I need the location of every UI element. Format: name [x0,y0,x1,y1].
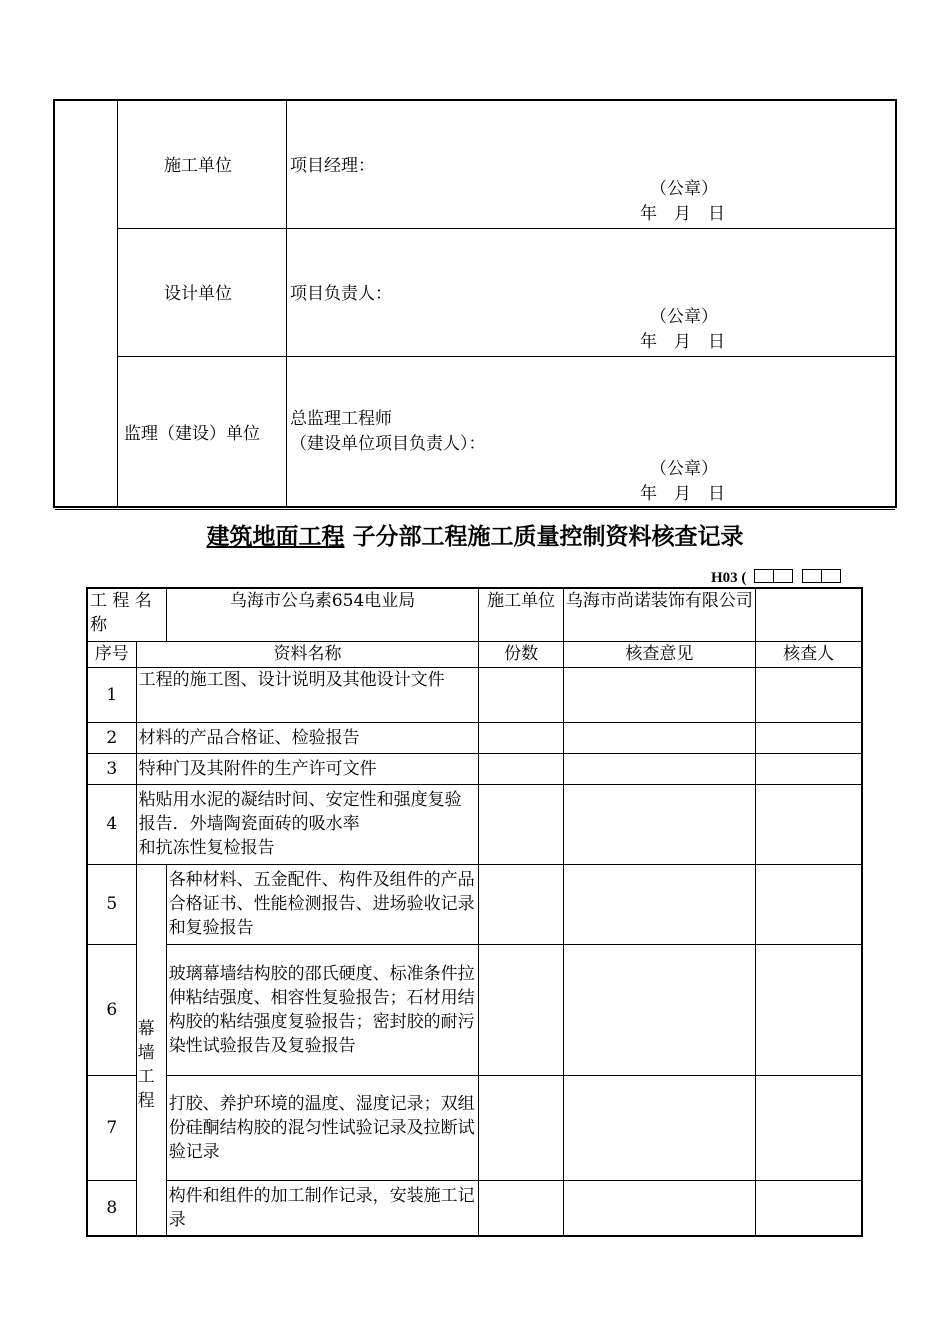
row-opinion [563,667,755,722]
seal-design: （公章） [650,307,718,327]
row-no: 5 [87,864,136,944]
row-copies [479,753,563,784]
row-checker [756,864,862,944]
table-row [87,864,862,944]
project-row [87,588,862,641]
row-opinion [563,1180,755,1236]
table-row [87,1075,862,1180]
page-title [0,522,950,552]
row-checker [756,1075,862,1180]
row-copies [479,1075,563,1180]
code-box-4 [821,569,841,583]
signer-label-construction: 项目经理： [290,156,375,176]
row-opinion [563,944,755,1075]
row-opinion [563,864,755,944]
col-header-opinion: 核查意见 [563,641,755,667]
unit-label-construction: 施工单位 [164,156,232,176]
date-supervision: 年 月 日 [640,484,725,504]
row-name: 打胶、养护环境的温度、湿度记录；双组 份硅酮结构胶的混匀性试验记录及拉断试验记录 [166,1075,479,1180]
date-design: 年 月 日 [640,332,725,352]
signer-label-design: 项目负责人： [290,284,392,304]
row-name: 各种材料、五金配件、构件及组件的产品合格证书、性能检测报告、进场验收记录和复验报告 [166,864,479,944]
table-row [87,1180,862,1236]
row-no: 2 [87,722,136,753]
column-header-row [87,641,862,667]
row-opinion [563,753,755,784]
row-checker [756,722,862,753]
row-opinion [563,722,755,753]
table-row [87,753,862,784]
row-name: 构件和组件的加工制作记录，安装施工记录 [166,1180,479,1236]
project-label: 工 程 名称 [87,588,166,641]
row-no: 7 [87,1075,136,1180]
row-name: 玻璃幕墙结构胶的邵氏硬度、标准条件拉伸粘结强度、相容性复验报告；石材用结构胶的粘结强度复验报告；密封胶的耐污染性试验报告及复验报告 [166,944,479,1075]
row-checker [756,944,862,1075]
row-no: 1 [87,667,136,722]
row-checker [756,784,862,864]
row-no: 8 [87,1180,136,1236]
row-name: 材料的产品合格证、检验报告 [136,722,479,753]
col-header-checker: 核查人 [756,641,862,667]
table-row [87,667,862,722]
seal-supervision: （公章） [650,459,718,479]
row-checker [756,753,862,784]
row-opinion [563,1075,755,1180]
row-copies [479,1180,563,1236]
group-label-curtain-wall: 幕墙工程 [136,864,166,1236]
row-copies [479,944,563,1075]
signer-sublabel-supervision: （建设单位项目负责人）： [290,434,486,454]
row-copies [479,784,563,864]
contractor-label: 施工单位 [479,588,563,641]
code-box-3 [802,569,822,583]
row-copies [479,667,563,722]
date-construction: 年 月 日 [640,204,725,224]
row-no: 6 [87,944,136,1075]
row-name: 特种门及其附件的生产许可文件 [136,753,479,784]
signer-label-supervision: 总监理工程师 [290,409,392,429]
table-row [87,722,862,753]
row-name: 工程的施工图、设计说明及其他设计文件 [136,667,479,722]
code-box-1 [754,569,774,583]
row-opinion [563,784,755,864]
col-header-name: 资料名称 [136,641,479,667]
col-header-no: 序号 [87,641,136,667]
row-no: 4 [87,784,136,864]
col-header-copies: 份数 [479,641,563,667]
table-row [87,784,862,864]
row-name: 粘贴用水泥的凝结时间、安定性和强度复验报告．外墙陶瓷面砖的吸水率 和抗冻性复检报告 [136,784,479,864]
form-code: H03 ( [711,570,747,586]
code-box-2 [773,569,793,583]
row-no: 3 [87,753,136,784]
row-checker [756,667,862,722]
row-copies [479,722,563,753]
contractor-value: 乌海市尚诺装饰有限公司 [563,588,755,641]
title-underlined: 建筑地面工程 [206,524,345,550]
check-record-table [86,587,863,1237]
project-value: 乌海市公乌素654电业局 [166,588,479,641]
unit-label-design: 设计单位 [164,284,232,304]
title-rest: 子分部工程施工质量控制资料核查记录 [344,524,744,550]
contractor-value-ext [756,588,862,641]
seal-construction: （公章） [650,179,718,199]
row-checker [756,1180,862,1236]
row-copies [479,864,563,944]
table-row [87,944,862,1075]
unit-label-supervision: 监理（建设）单位 [124,424,260,444]
